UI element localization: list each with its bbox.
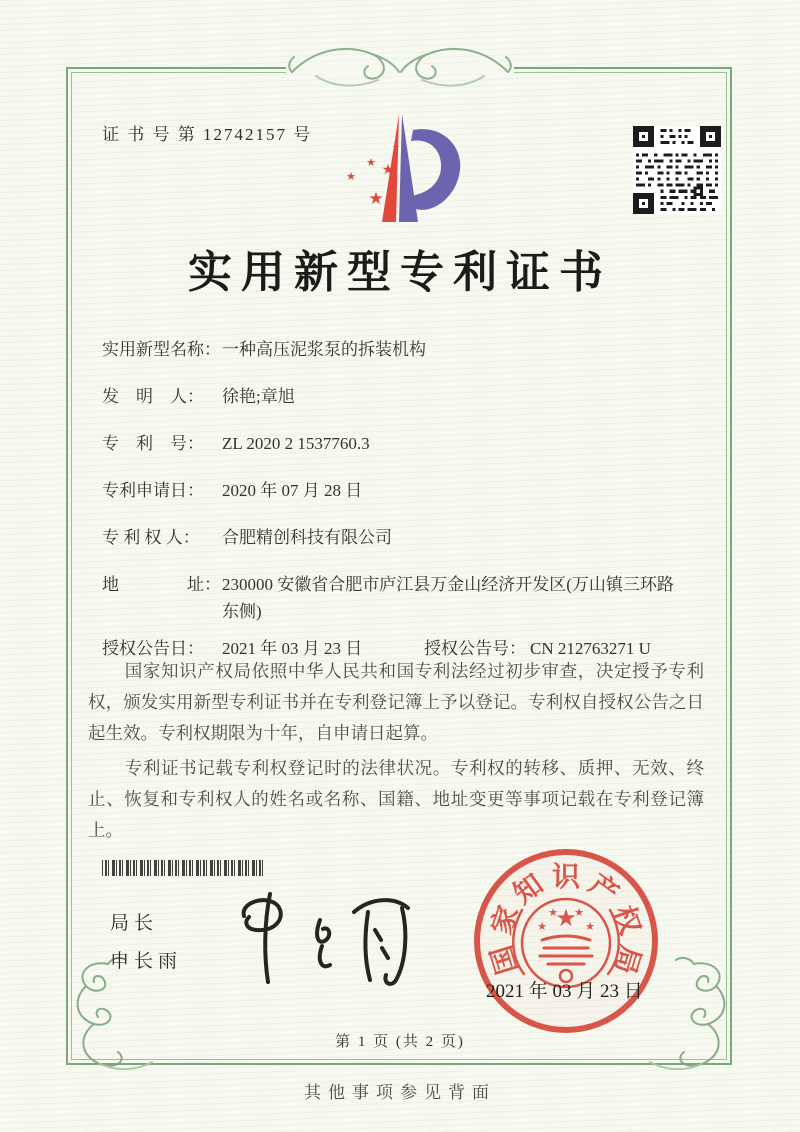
field-row-inventor (102, 383, 674, 410)
official-seal (468, 844, 664, 1040)
svg-text:国: 国 (486, 941, 525, 978)
signer-title: 局长 (110, 913, 159, 934)
signature (222, 880, 418, 996)
field-value: 2021 年 03 月 23 日 (222, 639, 363, 658)
certificate-title: 实用新型专利证书 (188, 248, 612, 297)
svg-text:知: 知 (508, 868, 550, 911)
field-value: 2020 年 07 月 28 日 (222, 481, 363, 500)
legal-paragraph-2: 专利证书记载专利权登记时的法律状况。专利权的转移、质押、无效、终止、恢复和专利权人的姓名或名称、国籍、地址变更等事项记载在专利登记簿上。 (88, 758, 704, 840)
field-label: 专利申请日： (102, 481, 204, 500)
page-number: 第 1 页 (共 2 页) (335, 1034, 465, 1050)
svg-text:局: 局 (607, 941, 646, 978)
field-row-filing-date (102, 477, 674, 504)
field-label: 实用新型名称： (102, 340, 221, 359)
barcode (102, 860, 266, 876)
svg-text:识: 识 (551, 862, 581, 893)
svg-text:★: ★ (555, 906, 577, 932)
field-value: ZL 2020 2 1537760.3 (222, 434, 370, 453)
svg-text:★: ★ (391, 142, 401, 152)
svg-text:★: ★ (574, 907, 584, 919)
svg-text:产: 产 (582, 868, 624, 911)
bottom-right-flourish-icon (648, 956, 760, 1076)
field-row-patentee (102, 524, 674, 551)
svg-text:★: ★ (381, 163, 395, 178)
top-flourish-ornament-icon (286, 42, 514, 98)
field-label: 地 址： (102, 575, 221, 594)
svg-text:★: ★ (346, 171, 356, 183)
svg-text:★: ★ (366, 157, 376, 169)
field-value: 230000 安徽省合肥市庐江县万金山经济开发区(万山镇三环路东侧) (222, 575, 674, 621)
bottom-left-flourish-icon (42, 956, 154, 1076)
svg-text:★: ★ (368, 189, 384, 208)
field-value: CN 212763271 U (530, 639, 651, 658)
seal-date: 2021 年 03 月 23 日 (486, 981, 643, 1002)
field-label: 发 明 人： (102, 387, 204, 406)
svg-text:★: ★ (548, 907, 558, 919)
field-row-address (102, 571, 674, 625)
field-value: 合肥精创科技有限公司 (222, 528, 392, 547)
field-label: 授权公告号： (424, 639, 526, 658)
svg-text:★: ★ (585, 921, 595, 933)
svg-text:权: 权 (606, 902, 646, 939)
field-value: 徐艳;章旭 (222, 387, 295, 406)
field-row-invention-name (102, 336, 674, 363)
back-note: 其他事项参见背面 (304, 1083, 496, 1102)
cnipa-logo-icon (336, 108, 470, 230)
qr-code-icon (633, 126, 721, 214)
svg-text:家: 家 (486, 902, 526, 939)
svg-text:★: ★ (537, 921, 547, 933)
logo-p-bowl (410, 129, 460, 210)
field-row-patent-number (102, 430, 674, 457)
signer-name: 申长雨 (110, 951, 183, 972)
field-label: 授权公告日： (102, 639, 204, 658)
certificate-number: 证 书 号 第 12742157 号 (102, 125, 313, 144)
field-value: 一种高压泥浆泵的拆装机构 (222, 340, 426, 359)
legal-text (88, 656, 704, 850)
certificate-fields (102, 336, 674, 662)
field-label: 专 利 权 人： (102, 528, 200, 547)
field-label: 专 利 号： (102, 434, 204, 453)
legal-paragraph-1: 国家知识产权局依照中华人民共和国专利法经过初步审查，决定授予专利权，颁发实用新型专利证书并在专利登记簿上予以登记。专利权自授权公告之日起生效。专利权期限为十年，自申请日起算。 (88, 661, 704, 743)
